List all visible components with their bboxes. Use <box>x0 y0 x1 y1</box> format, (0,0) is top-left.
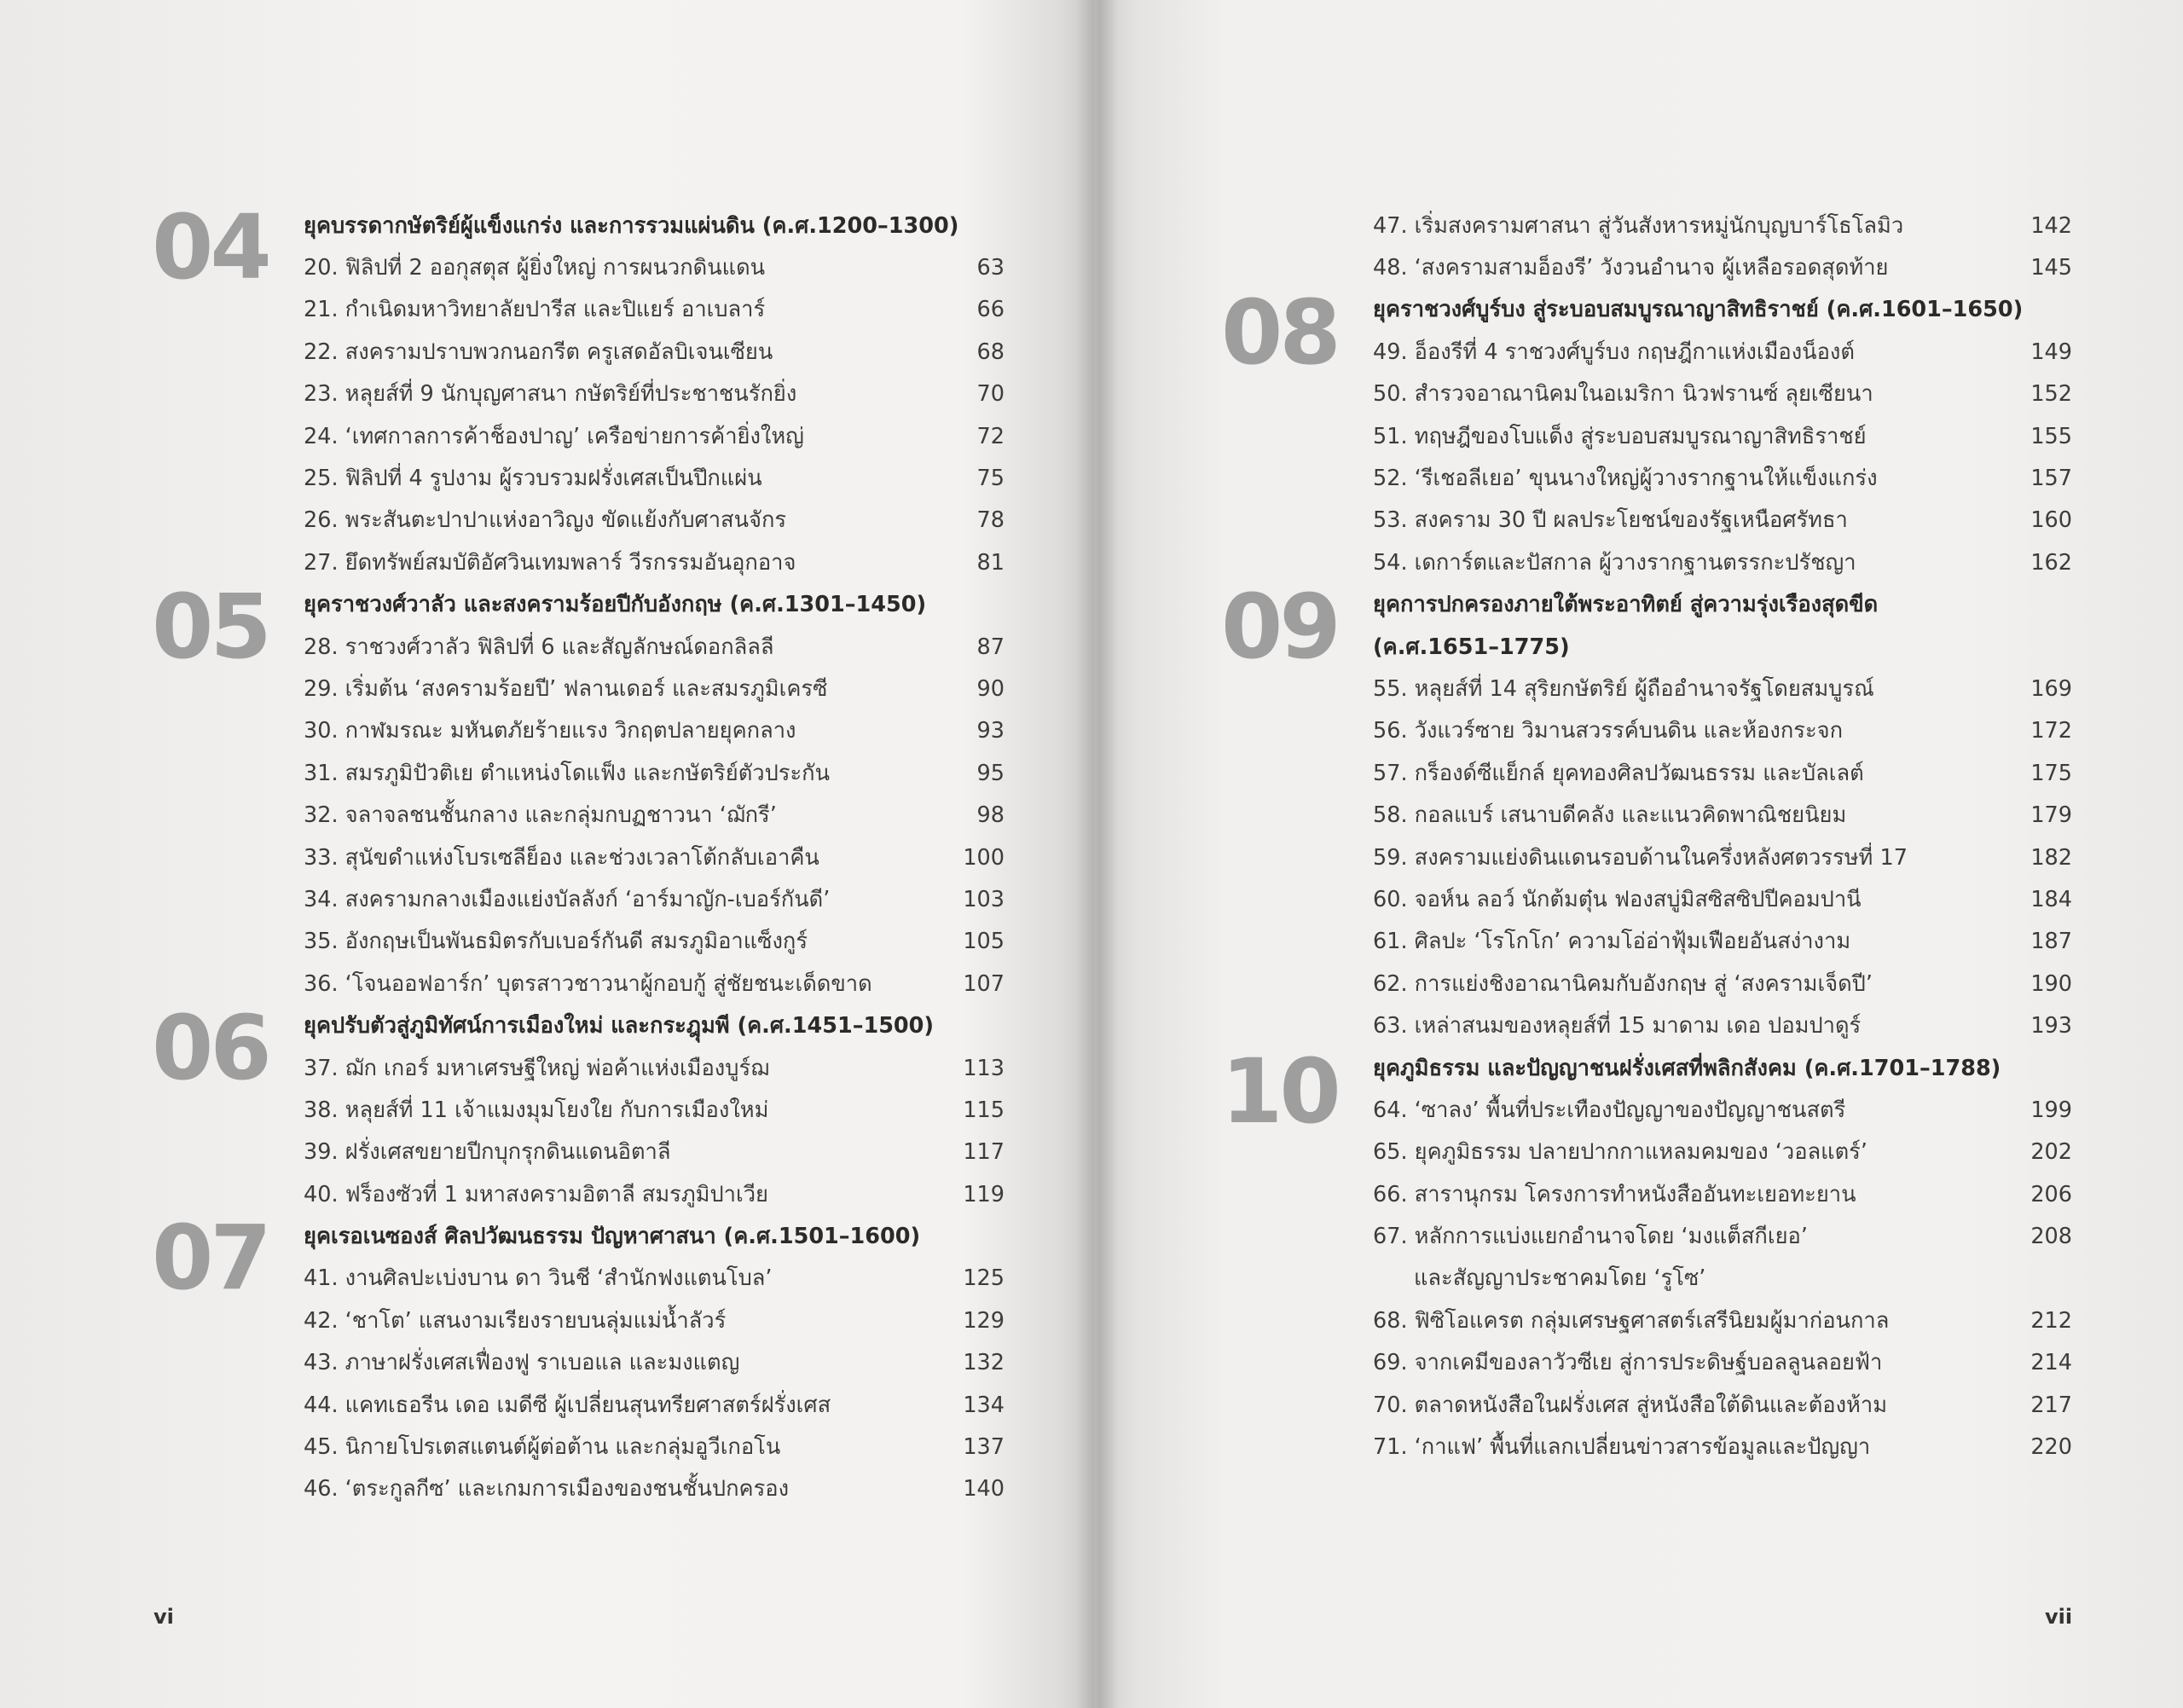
toc-entry: 43. ภาษาฝรั่งเศสเฟื่องฟู ราเบอแล และมงแตญ 132 <box>304 1350 1005 1376</box>
chapter-number-10: 10 <box>1221 1039 1338 1143</box>
toc-left-column <box>304 205 1005 1510</box>
toc-entry: 22. สงครามปราบพวกนอกรีต ครูเสดอัลบิเจนเซียน 68 <box>304 339 1005 365</box>
toc-entry: 20. ฟิลิปที่ 2 ออกุสตุส ผู้ยิ่งใหญ่ การผนวกดินแดน 63 <box>304 255 1005 281</box>
toc-entry: 71. ‘กาแฟ’ พื้นที่แลกเปลี่ยนข่าวสารข้อมูลและปัญญา 220 <box>1373 1434 2072 1461</box>
toc-entry: 38. หลุยส์ที่ 11 เจ้าแมงมุมโยงใย กับการเมืองใหม่ 115 <box>304 1097 1005 1123</box>
chapter-heading: ยุคภูมิธรรม และปัญญาชนฝรั่งเศสที่พลิกสังคม (ค.ศ.1701–1788) <box>1373 1055 2001 1081</box>
toc-entry: 27. ยึดทรัพย์สมบัติอัศวินเทมพลาร์ วีรกรรมอันอุกอาจ 81 <box>304 549 1005 576</box>
toc-entry: 52. ‘รีเชอลีเยอ’ ขุนนางใหญ่ผู้วางรากฐานให้แข็งแกร่ง 157 <box>1373 466 2072 492</box>
toc-entry: 32. จลาจลชนชั้นกลาง และกลุ่มกบฏชาวนา ‘ฌักรี’ 98 <box>304 802 1005 829</box>
toc-entry: 30. กาฬมรณะ มหันตภัยร้ายแรง วิกฤตปลายยุคกลาง 93 <box>304 718 1005 744</box>
chapter-number-07: 07 <box>152 1206 269 1310</box>
toc-entry: 49. อ็องรีที่ 4 ราชวงศ์บูร์บง กฤษฎีกาแห่งเมืองน็องต์ 149 <box>1373 339 2072 365</box>
toc-entry: 63. เหล่าสนมของหลุยส์ที่ 15 มาดาม เดอ ปอมปาดูร์ 193 <box>1373 1013 2072 1039</box>
toc-entry: 53. สงคราม 30 ปี ผลประโยชน์ของรัฐเหนือศรัทธา 160 <box>1373 507 2072 534</box>
page-number-right: vii <box>2045 1605 2073 1629</box>
toc-entry: 57. กร็องด์ซีแย็กล์ ยุคทองศิลปวัฒนธรรม และบัลเลต์ 175 <box>1373 760 2072 786</box>
toc-entry: 34. สงครามกลางเมืองแย่งบัลลังก์ ‘อาร์มาญัก-เบอร์กันดี’ 103 <box>304 886 1005 912</box>
toc-entry: 54. เดการ์ตและปัสกาล ผู้วางรากฐานตรรกะปรัชญา 162 <box>1373 549 2072 576</box>
toc-entry: 23. หลุยส์ที่ 9 นักบุญศาสนา กษัตริย์ที่ประชาชนรักยิ่ง 70 <box>304 381 1005 408</box>
toc-entry: 42. ‘ชาโต’ แสนงามเรียงรายบนลุ่มแม่น้ำลัวร์ 129 <box>304 1307 1005 1334</box>
chapter-heading: ยุคบรรดากษัตริย์ผู้แข็งแกร่ง และการรวมแผ่นดิน (ค.ศ.1200–1300) <box>304 212 959 239</box>
toc-entry-continued: และสัญญาประชาคมโดย ‘รูโซ’ <box>1414 1265 1706 1292</box>
toc-entry: 24. ‘เทศกาลการค้าช็องปาญ’ เครือข่ายการค้ายิ่งใหญ่ 72 <box>304 423 1005 449</box>
chapter-heading: ยุคราชวงศ์วาลัว และสงครามร้อยปีกับอังกฤษ (ค.ศ.1301–1450) <box>304 592 927 618</box>
toc-entry: 51. ทฤษฎีของโบแด็ง สู่ระบอบสมบูรณาญาสิทธิราชย์ 155 <box>1373 423 2072 449</box>
toc-entry: 39. ฝรั่งเศสขยายปีกบุกรุกดินแดนอิตาลี 117 <box>304 1139 1005 1166</box>
toc-entry: 60. จอห์น ลอว์ นักต้มตุ๋น ฟองสบู่มิสซิสซิปปีคอมปานี 184 <box>1373 886 2072 912</box>
toc-entry: 65. ยุคภูมิธรรม ปลายปากกาแหลมคมของ ‘วอลแตร์’ 202 <box>1373 1139 2072 1166</box>
chapter-number-04: 04 <box>152 195 269 299</box>
toc-entry: 26. พระสันตะปาปาแห่งอาวิญง ขัดแย้งกับศาสนจักร 78 <box>304 507 1005 534</box>
chapter-heading-continued: (ค.ศ.1651–1775) <box>1373 634 1570 660</box>
chapter-heading: ยุคปรับตัวสู่ภูมิทัศน์การเมืองใหม่ และกระฎุมพี (ค.ศ.1451–1500) <box>304 1013 935 1039</box>
toc-entry: 33. สุนัขดำแห่งโบรเซลีย็อง และช่วงเวลาโต้กลับเอาคืน 100 <box>304 844 1005 871</box>
toc-entry: 64. ‘ซาลง’ พื้นที่ประเทืองปัญญาของปัญญาชนสตรี 199 <box>1373 1097 2072 1123</box>
toc-entry: 31. สมรภูมิปัวติเย ตำแหน่งโดแฟ็ง และกษัตริย์ตัวประกัน 95 <box>304 760 1005 786</box>
toc-entry: 47. เริ่มสงครามศาสนา สู่วันสังหารหมู่นักบุญบาร์โธโลมิว 142 <box>1373 212 2072 239</box>
toc-entry: 45. นิกายโปรเตสแตนต์ผู้ต่อต้าน และกลุ่มอูวีเกอโน 137 <box>304 1434 1005 1461</box>
toc-entry: 55. หลุยส์ที่ 14 สุริยกษัตริย์ ผู้ถืออำนาจรัฐโดยสมบูรณ์ 169 <box>1373 675 2072 702</box>
toc-entry: 44. แคทเธอรีน เดอ เมดีซี ผู้เปลี่ยนสุนทรียศาสตร์ฝรั่งเศส 134 <box>304 1392 1005 1418</box>
chapter-number-06: 06 <box>152 996 269 1100</box>
toc-entry: 46. ‘ตระกูลกีซ’ และเกมการเมืองของชนชั้นปกครอง 140 <box>304 1476 1005 1502</box>
toc-entry: 41. งานศิลปะเบ่งบาน ดา วินชี ‘สำนักฟงแตนโบล’ 125 <box>304 1265 1005 1292</box>
page-number-left: vi <box>153 1605 174 1629</box>
chapter-heading: ยุคราชวงศ์บูร์บง สู่ระบอบสมบูรณาญาสิทธิราชย์ (ค.ศ.1601–1650) <box>1373 297 2024 323</box>
chapter-heading: ยุคเรอเนซองส์ ศิลปวัฒนธรรม ปัญหาศาสนา (ค.ศ.1501–1600) <box>304 1224 921 1250</box>
toc-entry: 37. ฌัก เกอร์ มหาเศรษฐีใหญ่ พ่อค้าแห่งเมืองบูร์ฌ 113 <box>304 1055 1005 1081</box>
toc-entry: 40. ฟร็องซัวที่ 1 มหาสงครามอิตาลี สมรภูมิปาเวีย 119 <box>304 1181 1005 1207</box>
toc-entry: 28. ราชวงศ์วาลัว ฟิลิปที่ 6 และสัญลักษณ์ดอกลิลลี 87 <box>304 634 1005 660</box>
toc-entry: 58. กอลแบร์ เสนาบดีคลัง และแนวคิดพาณิชยนิยม 179 <box>1373 802 2072 829</box>
chapter-number-09: 09 <box>1221 575 1338 679</box>
toc-entry: 70. ตลาดหนังสือในฝรั่งเศส สู่หนังสือใต้ดินและต้องห้าม 217 <box>1373 1392 2072 1418</box>
toc-right-column <box>1373 205 2072 1468</box>
toc-entry: 48. ‘สงครามสามอ็องรี’ วังวนอำนาจ ผู้เหลือรอดสุดท้าย 145 <box>1373 255 2072 281</box>
toc-entry: 69. จากเคมีของลาวัวซีเย สู่การประดิษฐ์บอลลูนลอยฟ้า 214 <box>1373 1350 2072 1376</box>
toc-entry: 50. สำรวจอาณานิคมในอเมริกา นิวฟรานซ์ ลุยเซียนา 152 <box>1373 381 2072 408</box>
toc-entry: 29. เริ่มต้น ‘สงครามร้อยปี’ ฟลานเดอร์ และสมรภูมิเครซี 90 <box>304 675 1005 702</box>
toc-entry: 35. อังกฤษเป็นพันธมิตรกับเบอร์กันดี สมรภูมิอาแซ็งกูร์ 105 <box>304 929 1005 955</box>
toc-entry: 67. หลักการแบ่งแยกอำนาจโดย ‘มงแต็สกีเยอ’ 208 <box>1373 1224 2072 1250</box>
toc-entry: 59. สงครามแย่งดินแดนรอบด้านในครึ่งหลังศตวรรษที่ 17 182 <box>1373 844 2072 871</box>
toc-entry: 56. วังแวร์ซาย วิมานสวรรค์บนดิน และห้องกระจก 172 <box>1373 718 2072 744</box>
chapter-number-08: 08 <box>1221 281 1338 385</box>
chapter-number-05: 05 <box>152 575 269 679</box>
toc-entry: 25. ฟิลิปที่ 4 รูปงาม ผู้รวบรวมฝรั่งเศสเป็นปึกแผ่น 75 <box>304 466 1005 492</box>
toc-entry: 66. สารานุกรม โครงการทำหนังสืออันทะเยอทะยาน 206 <box>1373 1181 2072 1207</box>
toc-entry: 61. ศิลปะ ‘โรโกโก’ ความโอ่อ่าฟุ้มเฟือยอันสง่างาม 187 <box>1373 929 2072 955</box>
toc-entry: 21. กำเนิดมหาวิทยาลัยปารีส และปิแยร์ อาเบลาร์ 66 <box>304 297 1005 323</box>
book-gutter <box>1076 0 1119 1708</box>
toc-entry: 62. การแย่งชิงอาณานิคมกับอังกฤษ สู่ ‘สงครามเจ็ดปี’ 190 <box>1373 970 2072 997</box>
chapter-heading: ยุคการปกครองภายใต้พระอาทิตย์ สู่ความรุ่งเรืองสุดขีด <box>1373 592 1879 618</box>
toc-entry: 36. ‘โจนออฟอาร์ก’ บุตรสาวชาวนาผู้กอบกู้ สู่ชัยชนะเด็ดขาด 107 <box>304 970 1005 997</box>
toc-entry: 68. ฟิซิโอแครต กลุ่มเศรษฐศาสตร์เสรีนิยมผู้มาก่อนกาล 212 <box>1373 1307 2072 1334</box>
